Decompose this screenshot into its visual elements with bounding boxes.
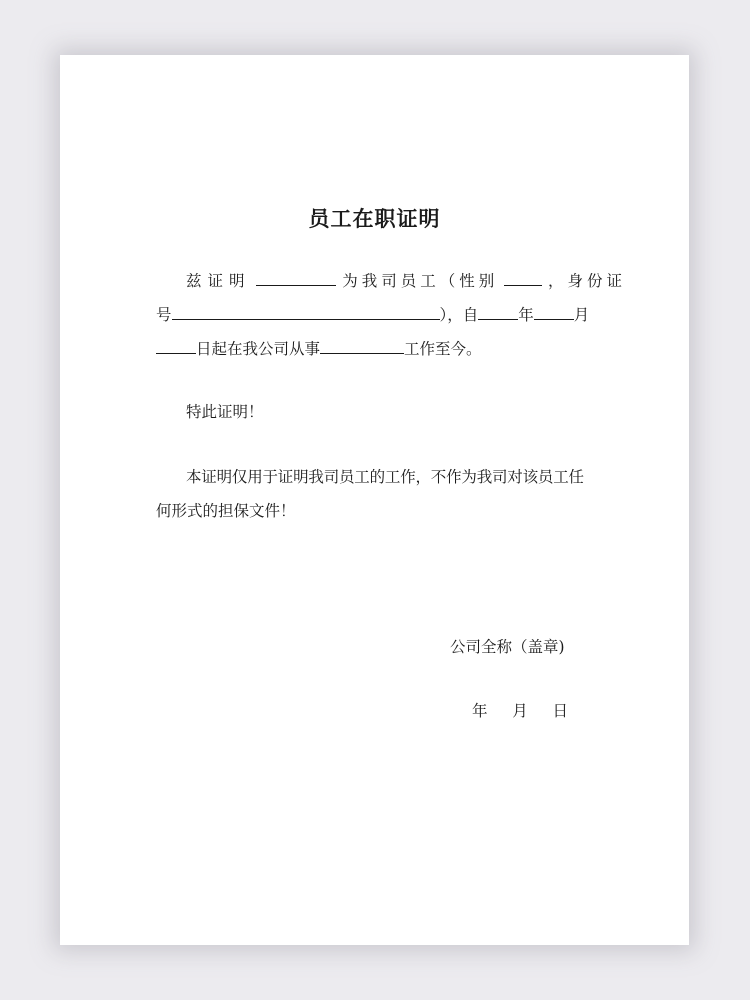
document-page <box>60 55 689 945</box>
document-title: 员工在职证明 <box>308 206 441 231</box>
text-ri-qi: 日起在我公司从事 <box>196 340 321 358</box>
position-blank <box>320 339 404 354</box>
company-signature: 公司全称（盖章) <box>450 638 565 656</box>
paragraph-1-line-3 <box>156 339 596 359</box>
name-blank <box>256 271 336 286</box>
start-month-blank <box>534 305 574 320</box>
id-number-blank <box>172 305 440 320</box>
start-year-blank <box>478 305 518 320</box>
text-gongzuo-zhijin: 工作至今。 <box>404 340 482 358</box>
paragraph-3-line-1: 本证明仅用于证明我司员工的工作，不作为我司对该员工任 <box>186 468 584 486</box>
signature-date <box>472 699 568 721</box>
text-shenfenzheng: ，身份证 <box>547 272 626 290</box>
date-month: 月 <box>512 702 528 720</box>
text-wei-wosi-yuangong: 为我司员工（性别 <box>342 272 499 290</box>
start-day-blank <box>156 339 196 354</box>
gender-blank <box>504 271 542 286</box>
text-zi-zhengming: 兹证明 <box>186 272 251 290</box>
date-year: 年 <box>472 702 488 720</box>
text-zi: ），自 <box>439 306 479 324</box>
text-yue: 月 <box>573 306 590 324</box>
date-day: 日 <box>552 702 568 720</box>
text-hao: 号 <box>156 306 172 324</box>
paragraph-2: 特此证明！ <box>186 403 264 421</box>
paragraph-3-line-2: 何形式的担保文件！ <box>156 502 296 520</box>
text-nian: 年 <box>518 306 534 324</box>
paragraph-1-line-2 <box>156 305 596 325</box>
paragraph-1-line-1 <box>156 271 626 291</box>
